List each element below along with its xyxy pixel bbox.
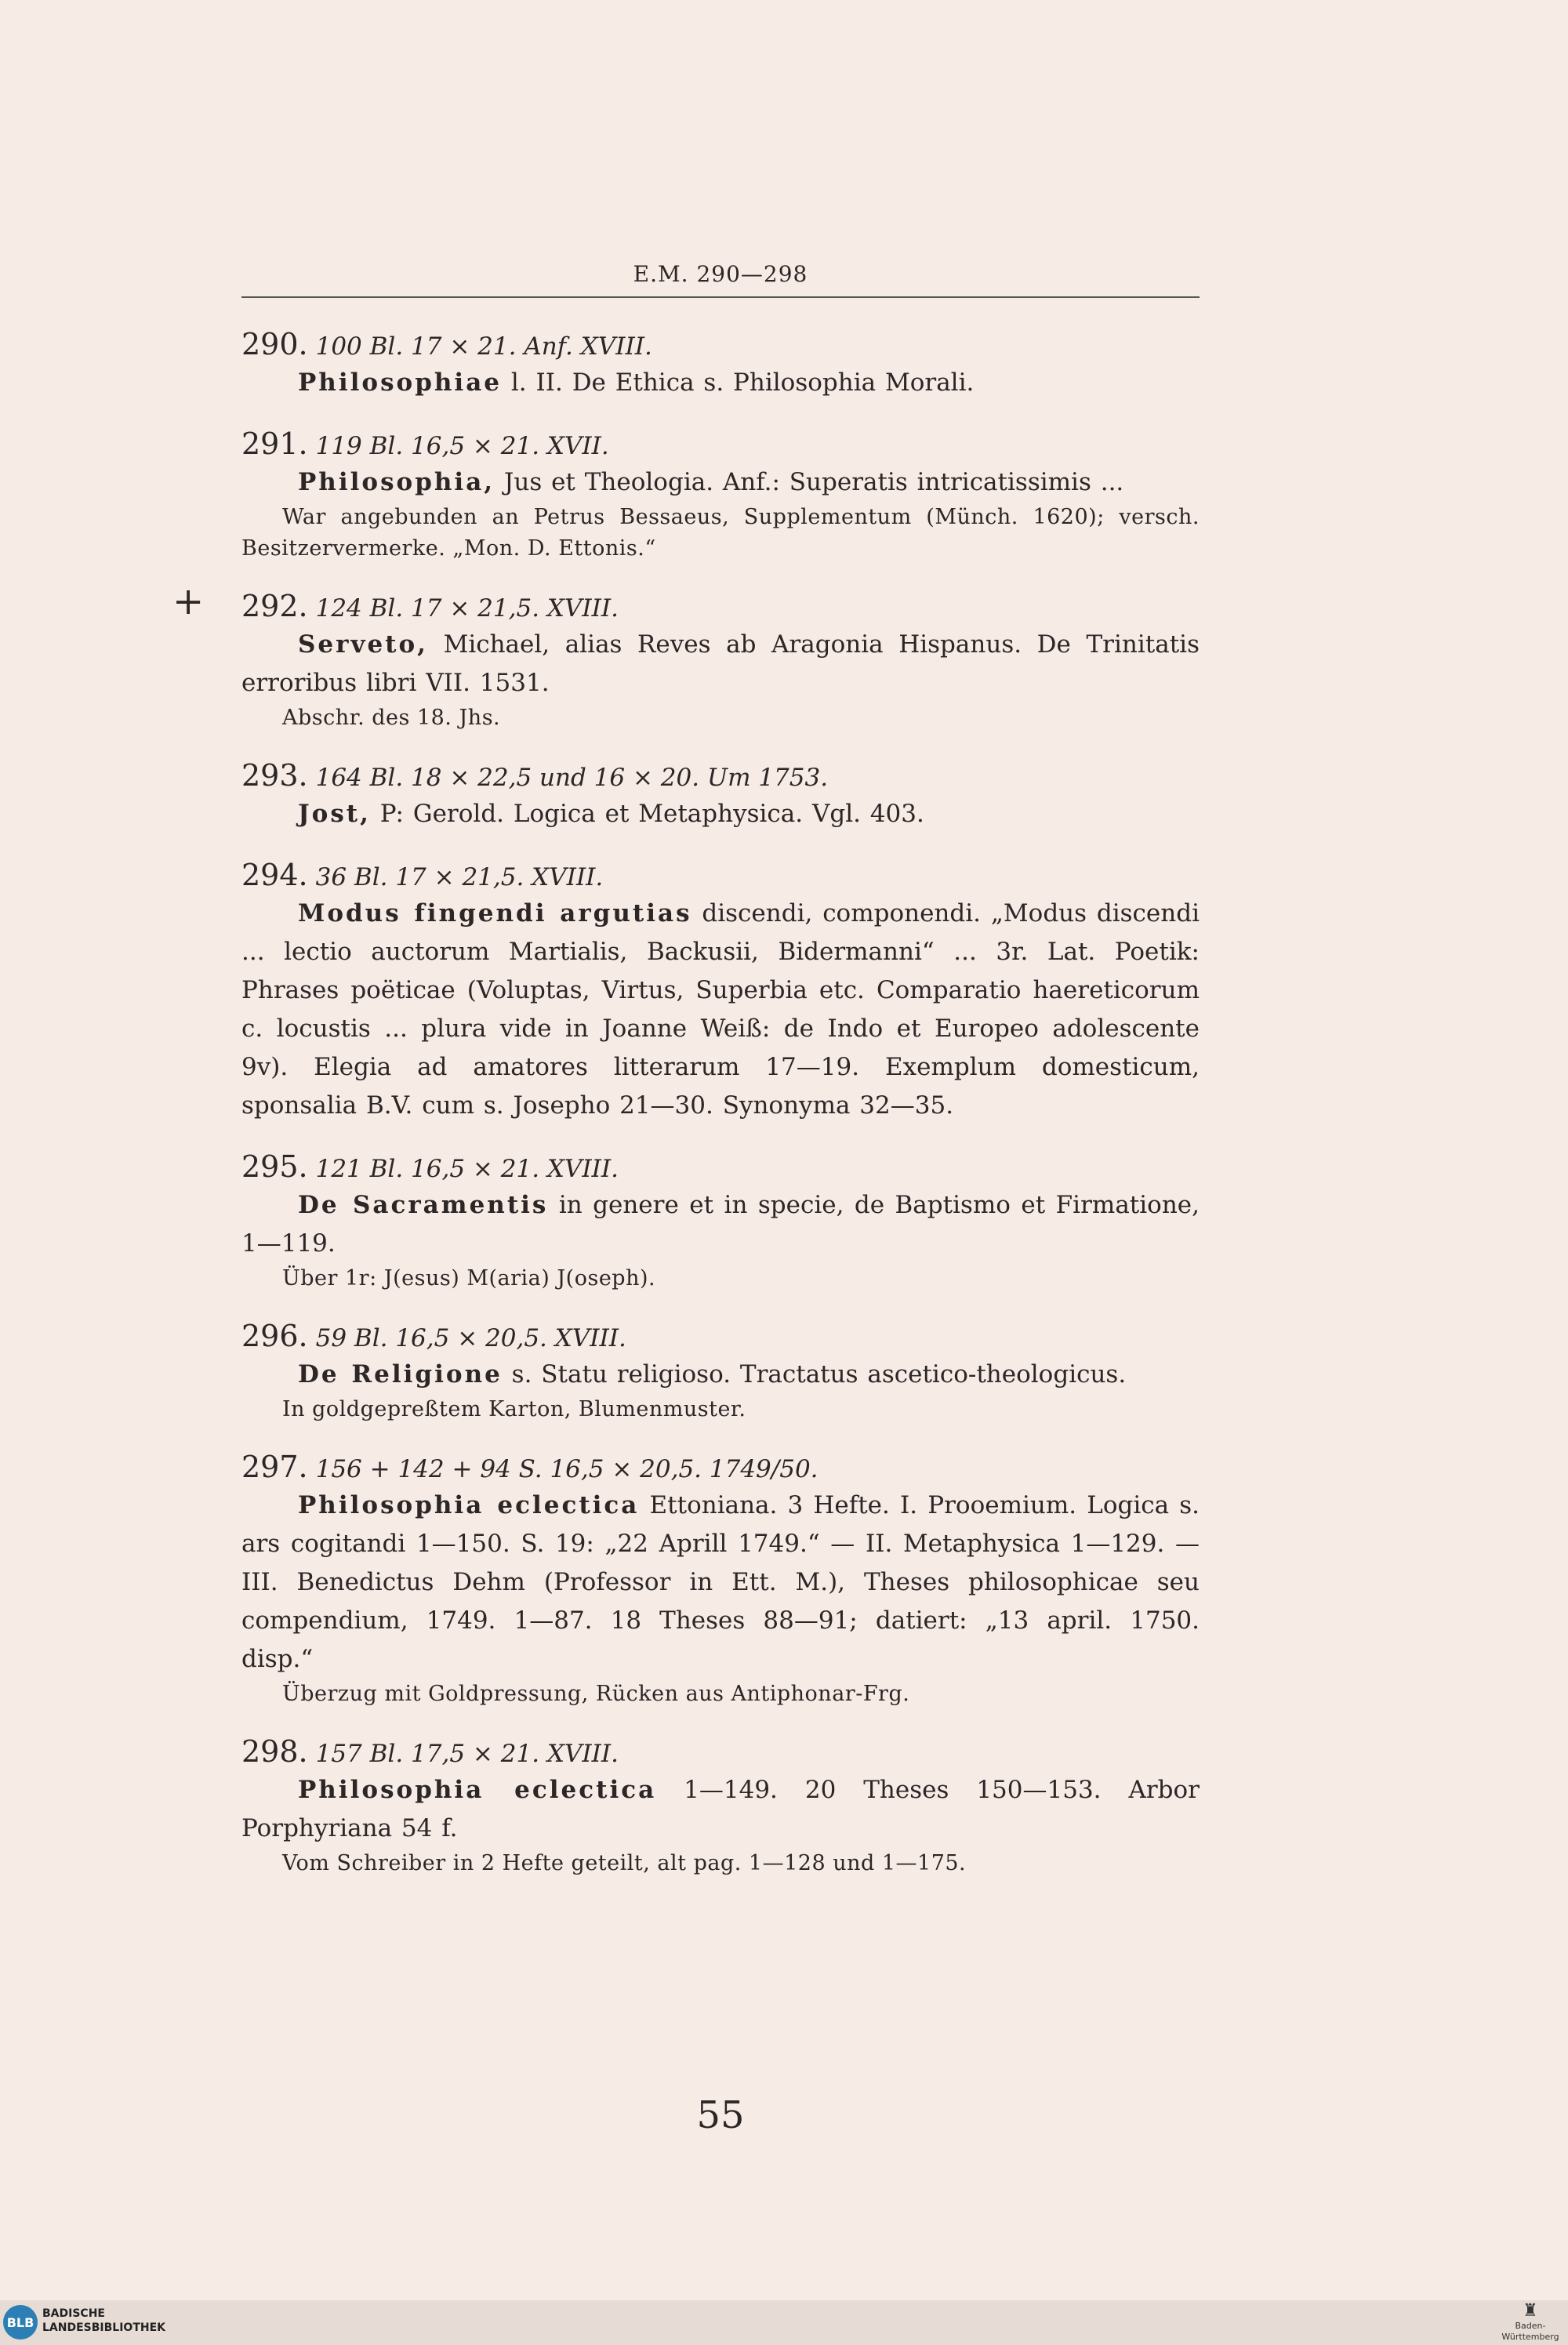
entry-meta: 36 Bl. 17 × 21,5. XVIII.	[315, 863, 604, 891]
catalog-entry	[241, 1732, 1200, 1879]
entry-title: Philosophia,	[298, 468, 495, 496]
entry-number: 297.	[241, 1450, 308, 1484]
library-name-line2: LANDESBIBLIOTHEK	[42, 2321, 166, 2334]
entry-title: De Sacramentis	[298, 1191, 549, 1219]
entry-title: Serveto,	[298, 630, 428, 659]
catalog-entry	[241, 424, 1200, 564]
library-name-line1: BADISCHE	[42, 2307, 105, 2320]
entry-text: s. Statu religioso. Tractatus ascetico-theologicus.	[502, 1360, 1127, 1388]
entry-meta: 100 Bl. 17 × 21. Anf. XVIII.	[315, 332, 652, 361]
entry-text: Ettoniana. 3 Hefte. I. Prooemium. Logica s. ars cogitandi 1—150. S. 19: „22 Aprill 1749.“ — II. Metaphysica 1—129. — III. Benedictus Dehm (Professor in Ett. M.), Theses philosophicae seu compendium, 1749. 1—87. 18 Theses 88—91; datiert: „13 april. 1750. disp.“	[241, 1491, 1200, 1673]
entry-text: Michael, alias Reves ab Aragonia Hispanus. De Trinitatis erroribus libri VII. 1531.	[241, 630, 1200, 697]
library-name[interactable]	[42, 2307, 165, 2335]
catalog-entry	[172, 579, 1200, 734]
entry-text: l. II. De Ethica s. Philosophia Morali.	[502, 368, 975, 397]
entry-number: 296.	[241, 1319, 308, 1353]
entry-meta: 124 Bl. 17 × 21,5. XVIII.	[315, 594, 619, 623]
entry-text: P: Gerold. Logica et Metaphysica. Vgl. 403.	[370, 800, 924, 828]
entry-meta: 164 Bl. 18 × 22,5 und 16 × 20. Um 1753.	[315, 764, 829, 792]
entry-title: Modus fingendi argutias	[298, 899, 692, 927]
running-head: E.M. 290—298	[633, 261, 808, 287]
entry-text: Jus et Theologia. Anf.: Superatis intricatissimis ...	[495, 468, 1124, 496]
viewer-footer-bar	[0, 2300, 1568, 2345]
catalog-entry	[241, 1316, 1200, 1425]
entry-number: 294.	[241, 858, 308, 892]
catalog-entry	[241, 325, 1200, 402]
entry-note: Überzug mit Goldpressung, Rücken aus Antiphonar-Frg.	[282, 1682, 910, 1706]
blb-logo-icon[interactable]: BLB	[3, 2305, 38, 2340]
page-number: 55	[696, 2093, 745, 2137]
entry-title: Philosophia eclectica	[298, 1776, 657, 1804]
catalog-entry	[241, 1147, 1200, 1294]
entry-title: Philosophiae	[298, 368, 503, 397]
entry-meta: 121 Bl. 16,5 × 21. XVIII.	[315, 1155, 619, 1183]
entry-number: 293.	[241, 758, 308, 793]
catalog-entry	[241, 855, 1200, 1125]
entry-number: 295.	[241, 1149, 308, 1184]
entry-meta: 59 Bl. 16,5 × 20,5. XVIII.	[315, 1324, 626, 1352]
entry-meta: 157 Bl. 17,5 × 21. XVIII.	[315, 1740, 619, 1768]
entry-note: Über 1r: J(esus) M(aria) J(oseph).	[282, 1266, 656, 1290]
entry-title: De Religione	[298, 1360, 503, 1388]
entry-note: Abschr. des 18. Jhs.	[282, 706, 501, 730]
catalog-entry	[241, 756, 1200, 833]
entry-meta: 119 Bl. 16,5 × 21. XVII.	[315, 432, 609, 460]
entry-number: 291.	[241, 427, 308, 461]
entry-note: Vom Schreiber in 2 Hefte geteilt, alt pag. 1—128 und 1—175.	[282, 1851, 967, 1875]
document-page	[172, 259, 1200, 2137]
entry-number: 298.	[241, 1734, 308, 1769]
entry-note: In goldgepreßtem Karton, Blumenmuster.	[282, 1397, 746, 1421]
entry-note: War angebunden an Petrus Bessaeus, Supplementum (Münch. 1620); versch. Besitzervermerke. „Mon. D. Ettonis.“	[241, 505, 1200, 561]
entry-text: 1—149. 20 Theses 150—153. Arbor Porphyriana 54 f.	[241, 1776, 1200, 1842]
baden-wuerttemberg-logo[interactable]	[1499, 2302, 1562, 2343]
entry-list	[172, 325, 1200, 1879]
entry-title: Philosophia eclectica	[298, 1491, 640, 1519]
entry-meta: 156 + 142 + 94 S. 16,5 × 20,5. 1749/50.	[315, 1455, 818, 1483]
entry-number: 292.	[241, 589, 308, 623]
catalog-entry	[241, 1447, 1200, 1710]
margin-cross-mark: +	[172, 579, 205, 623]
entry-text: discendi, componendi. „Modus discendi ... lectio auctorum Martialis, Backusii, Bidermanni“ ... 3r. Lat. Poetik: Phrases poëticae (Voluptas, Virtus, Superbia etc. Comparatio haereticorum c. locustis ... plura vide in Joanne Weiß: de Indo et Europeo adolescente 9v). Elegia ad amatores litterarum 17—19. Exemplum domesticum, sponsalia B.V. cum s. Josepho 21—30. Synonyma 32—35.	[241, 899, 1200, 1120]
baden-wuerttemberg-label: Baden-Württemberg	[1501, 2321, 1559, 2342]
header-rule	[241, 296, 1200, 298]
coat-of-arms-icon: ♜	[1523, 2301, 1538, 2321]
entry-number: 290.	[241, 327, 308, 361]
entry-text: in genere et in specie, de Baptismo et Firmatione, 1—119.	[241, 1191, 1200, 1258]
entry-title: Jost,	[298, 800, 371, 828]
